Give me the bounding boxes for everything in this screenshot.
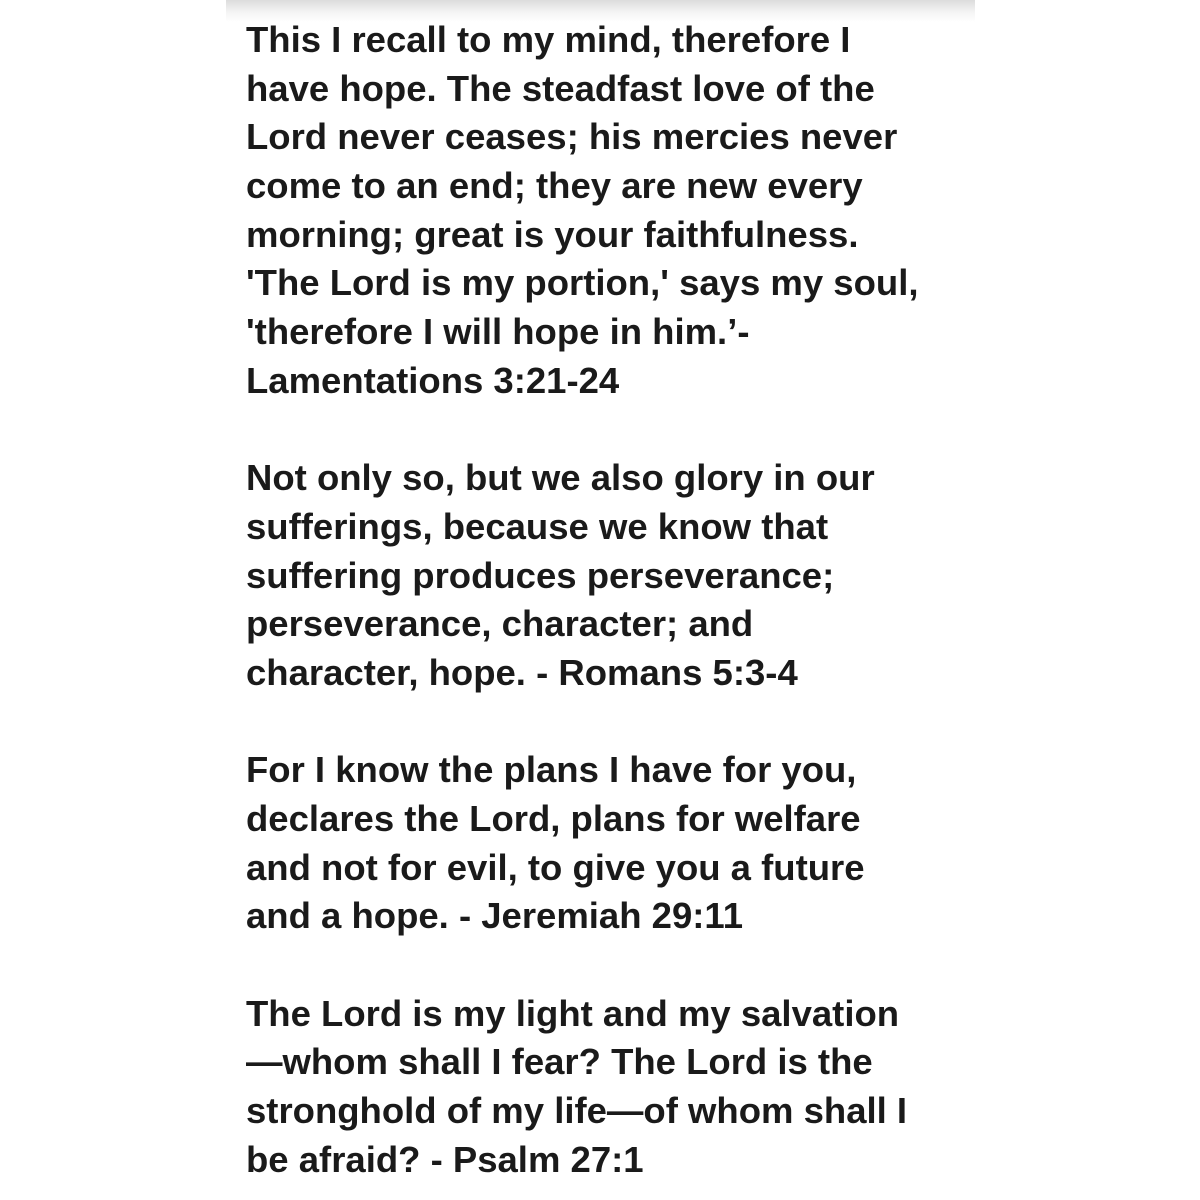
note-body[interactable]: [246, 16, 966, 1185]
verse-paragraph-jeremiah: [246, 746, 966, 941]
note-screen[interactable]: [226, 0, 975, 1200]
text-line: 'therefore I will hope in him.’-: [246, 311, 750, 353]
text-line: be afraid? - Psalm 27:1: [246, 1138, 644, 1180]
text-line: come to an end; they are new every: [246, 165, 863, 207]
text-line: suffering produces perseverance;: [246, 554, 835, 596]
text-line: Not only so, but we also glory in our: [246, 457, 875, 499]
paragraph-gap: [246, 698, 966, 747]
verse-paragraph-psalm: [246, 990, 966, 1185]
text-line: declares the Lord, plans for welfare: [246, 798, 861, 839]
verse-paragraph-lamentations: [246, 16, 966, 406]
text-line: and a hope. - Jeremiah 29:11: [246, 895, 744, 937]
text-line: have hope. The steadfast love of the: [246, 67, 875, 109]
text-line: and not for evil, to give you a future: [246, 846, 865, 888]
text-line: 'The Lord is my portion,' says my soul,: [246, 262, 919, 304]
text-line: The Lord is my light and my salvation: [246, 992, 900, 1034]
text-line: For I know the plans I have for you,: [246, 749, 857, 791]
text-line: sufferings, because we know that: [246, 505, 829, 547]
verse-paragraph-romans: [246, 454, 966, 697]
text-line: stronghold of my life—of whom shall I: [246, 1090, 908, 1132]
text-line: This I recall to my mind, therefore I: [246, 19, 851, 60]
paragraph-gap: [246, 941, 966, 990]
paragraph-gap: [246, 406, 966, 455]
text-line: —whom shall I fear? The Lord is the: [246, 1041, 873, 1083]
text-line: Lord never ceases; his mercies never: [246, 116, 898, 158]
text-line: morning; great is your faithfulness.: [246, 213, 859, 255]
text-line: perseverance, character; and: [246, 603, 754, 645]
text-line: character, hope. - Romans 5:3-4: [246, 651, 798, 693]
text-line: Lamentations 3:21-24: [246, 359, 620, 401]
